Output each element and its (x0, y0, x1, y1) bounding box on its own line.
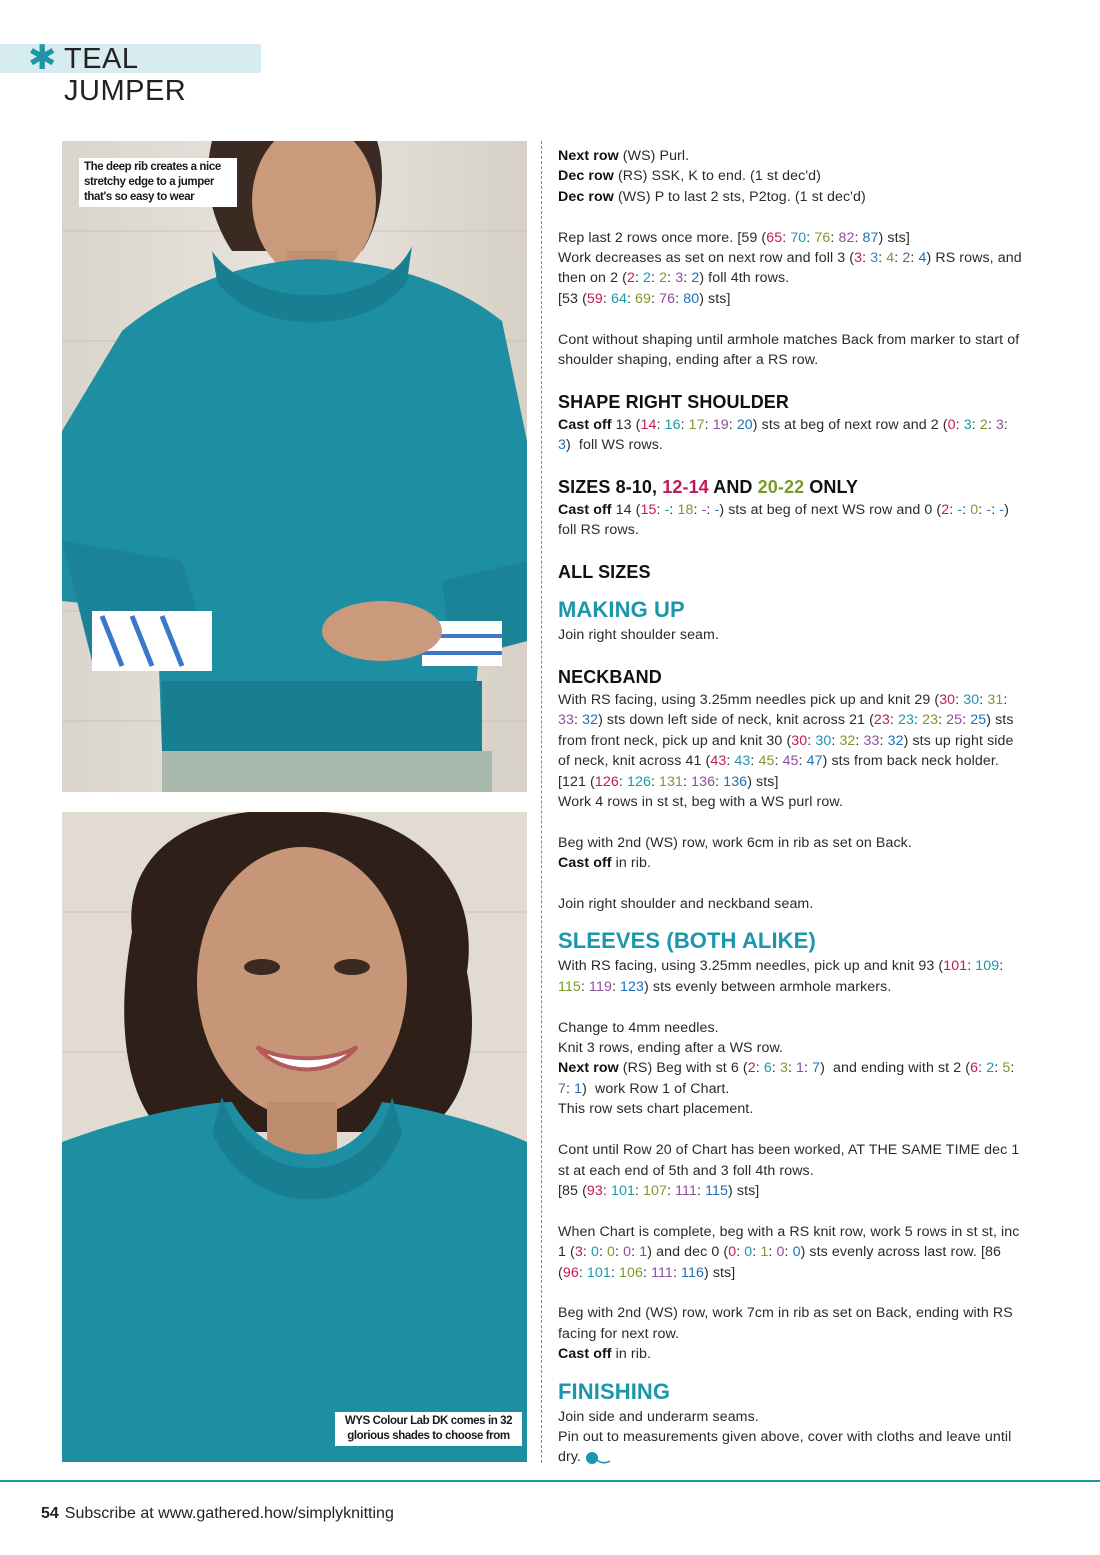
page-number: 54 (41, 1505, 59, 1522)
sleeves-paragraph: With RS facing, using 3.25mm needles, pick up and knit 93 (101: 109: 115: 119: 123) sts evenly between armhole markers. (558, 958, 1004, 995)
page-footer (41, 1505, 394, 1523)
photo-model-closeup (62, 812, 527, 1462)
cont-paragraph: Cont without shaping until armhole matches Back from marker to start of shoulder shaping, ending after a RS row. (558, 331, 1020, 369)
footer-rule (0, 1480, 1100, 1482)
front-neck-paragraph: Next row (WS) Purl. Dec row (RS) SSK, K to end. (1 st dec'd) Dec row (WS) P to last 2 sts, P2tog. (1 st dec'd) (558, 148, 866, 205)
neckband-paragraph: With RS facing, using 3.25mm needles pick up and knit 29 (30: 30: 31: 33: 32) sts down left side of neck, knit across 21 (23: 23: 23: 25: 25) sts from front neck, pick up and knit 30 (30: 30: 32: 33: 32) sts up right side of neck, knit across 41 (43: 43: 45: 45: 47) sts from back neck holder. [121 (126: 126: 131: 136: 136) sts] Work 4 rows in st st, beg with a WS purl row. (558, 692, 1014, 811)
chart-paragraph: Cont until Row 20 of Chart has been worked, AT THE SAME TIME dec 1 st at each end of 5th and 3 foll 4th rows. [85 (93: 101: 107: 111: 115) sts] (558, 1142, 1020, 1199)
rib-paragraph: Beg with 2nd (WS) row, work 6cm in rib as set on Back. Cast off in rib. (558, 834, 912, 872)
photo2-caption: WYS Colour Lab DK comes in 32 glorious shades to choose from (335, 1412, 522, 1446)
heading-sleeves: SLEEVES (BOTH ALIKE) (558, 928, 816, 954)
heading-neckband: NECKBAND (558, 667, 662, 688)
column-divider (541, 141, 542, 1463)
asterisk-icon: ✱ (28, 38, 57, 78)
photo1-caption: The deep rib creates a nice stretchy edge to a jumper that's so easy to wear (79, 158, 237, 207)
photo-model-full (62, 141, 527, 792)
heading-finishing: FINISHING (558, 1378, 671, 1404)
subscribe-link[interactable]: Subscribe at www.gathered.how/simplyknitting (64, 1505, 394, 1522)
heading-making-up: MAKING UP (558, 597, 685, 623)
heading-sizes: SIZES 8-10, 12-14 AND 20-22 ONLY (558, 477, 859, 498)
rep-paragraph: Rep last 2 rows once more. [59 (65: 70: 76: 82: 87) sts] Work decreases as set on next row and foll 3 (3: 3: 4: 2: 4) RS rows, and then on 2 (2: 2: 2: 3: 2) foll 4th rows. [53 (59: 64: 69: 76: 80) sts] (558, 229, 1022, 307)
sizes-paragraph: Cast off 14 (15: -: 18: -: -) sts at beg of next WS row and 0 (2: -: 0: -: -) foll RS rows. (558, 502, 1009, 539)
page-title: TEAL JUMPER (64, 43, 187, 107)
join-paragraph: Join right shoulder and neckband seam. (558, 896, 814, 913)
shoulder-paragraph: Cast off 13 (14: 16: 17: 19: 20) sts at beg of next row and 2 (0: 3: 2: 3: 3) foll WS rows. (558, 416, 1008, 454)
making-up-paragraph: Join right shoulder seam. (558, 627, 720, 644)
heading-shape-right-shoulder: SHAPE RIGHT SHOULDER (558, 391, 790, 412)
chart-complete-paragraph: When Chart is complete, beg with a RS knit row, work 5 rows in st st, inc 1 (3: 0: 0: 0: 1) and dec 0 (0: 0: 1: 0: 0) sts evenly across last row. [86 (96: 101: 106: 111: 116) sts] (558, 1223, 1020, 1281)
change-needles-paragraph: Change to 4mm needles. Knit 3 rows, ending after a WS row. Next row (RS) Beg with st 6 (2: 6: 3: 1: 7) and ending with st 2 (6: 2: 5: 7: 1) work Row 1 of Chart. This row sets chart placement. (558, 1019, 1015, 1118)
yarn-ball-icon (585, 1451, 611, 1465)
heading-all-sizes: ALL SIZES (558, 562, 651, 583)
section-header (0, 38, 261, 107)
finishing-paragraph: Join side and underarm seams. Pin out to measurements given above, cover with cloths and leave until dry. (558, 1408, 1012, 1466)
sleeve-rib-paragraph: Beg with 2nd (WS) row, work 7cm in rib as set on Back, ending with RS facing for next row. Cast off in rib. (558, 1305, 1013, 1363)
pattern-instructions (558, 146, 1024, 1488)
